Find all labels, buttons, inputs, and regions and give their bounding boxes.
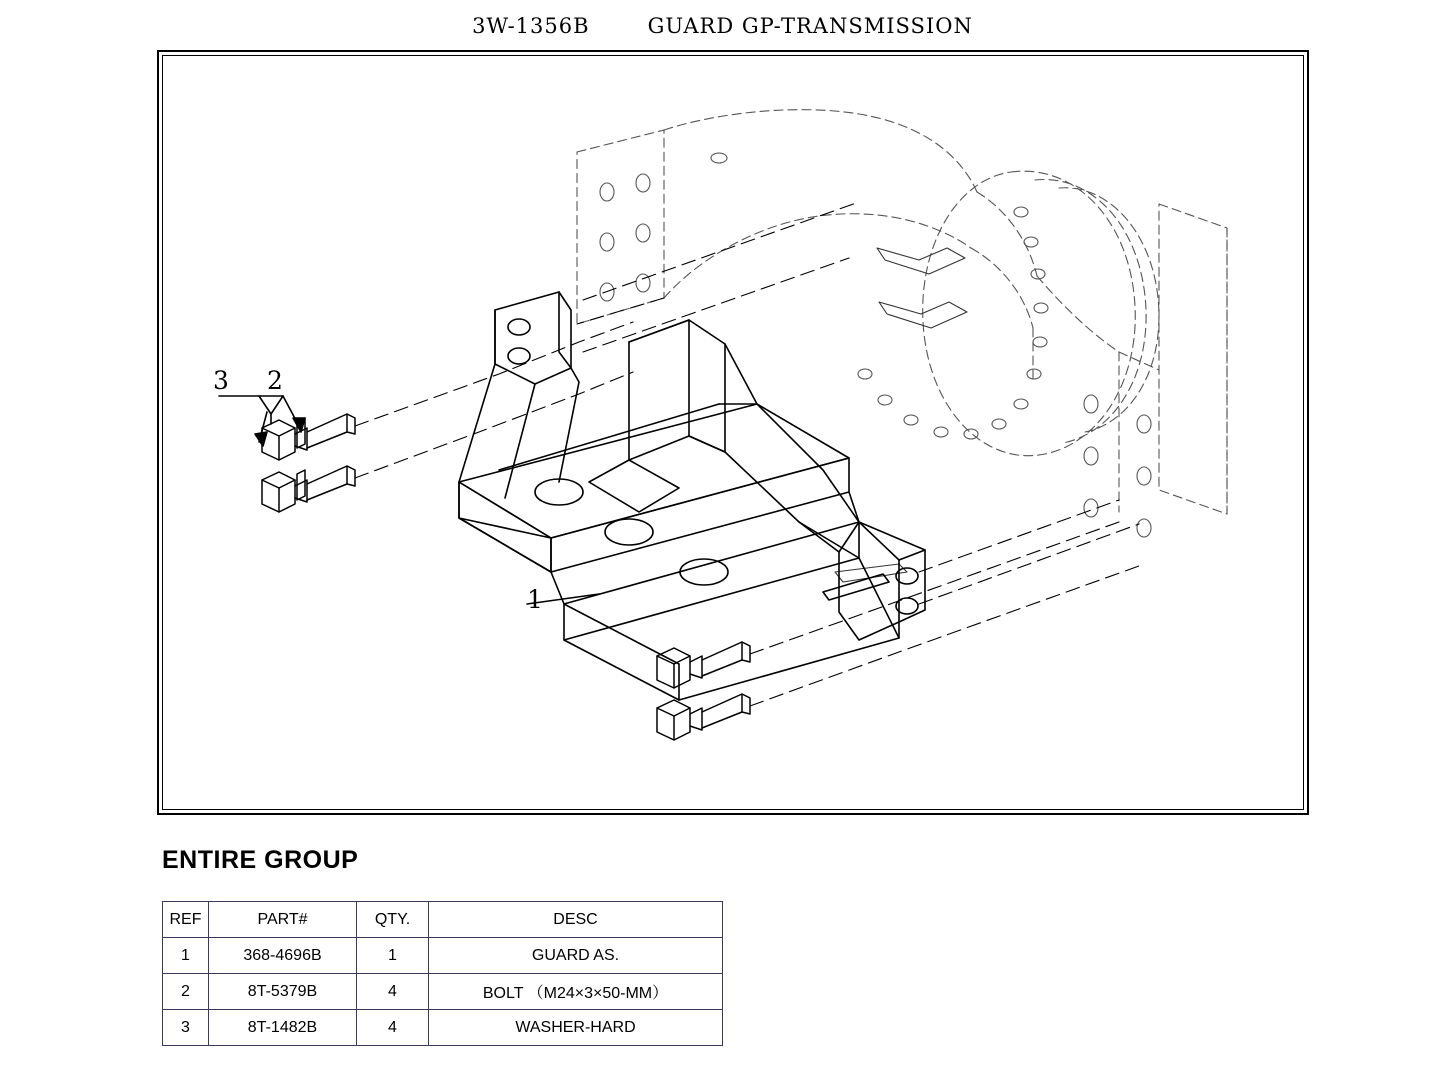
cell-ref: 1	[163, 938, 209, 974]
parts-table	[162, 901, 723, 1046]
exploded-assembly-illustration	[159, 52, 1311, 817]
table-row	[163, 974, 723, 1010]
header-part-code: 3W-1356B	[472, 14, 590, 38]
column-header-part: PART#	[209, 902, 357, 938]
cell-qty: 1	[357, 938, 429, 974]
cell-desc: BOLT （M24×3×50-MM）	[429, 974, 723, 1010]
column-header-desc: DESC	[429, 902, 723, 938]
column-header-qty: QTY.	[357, 902, 429, 938]
table-row	[163, 1010, 723, 1046]
group-title: ENTIRE GROUP	[162, 846, 359, 874]
table-header-row	[163, 902, 723, 938]
callout-2: 2	[267, 366, 283, 395]
cell-ref: 2	[163, 974, 209, 1010]
cell-desc: WASHER-HARD	[429, 1010, 723, 1046]
header-title: GUARD GP-TRANSMISSION	[647, 14, 973, 38]
table-row	[163, 938, 723, 974]
callout-3: 3	[213, 366, 229, 395]
cell-ref: 3	[163, 1010, 209, 1046]
cell-qty: 4	[357, 1010, 429, 1046]
cell-desc: GUARD AS.	[429, 938, 723, 974]
sheet-header	[0, 14, 1445, 38]
cell-part: 8T-5379B	[209, 974, 357, 1010]
cell-part: 368-4696B	[209, 938, 357, 974]
column-header-ref: REF	[163, 902, 209, 938]
drawing-frame	[157, 50, 1309, 815]
cell-qty: 4	[357, 974, 429, 1010]
callout-1: 1	[527, 585, 543, 614]
cell-part: 8T-1482B	[209, 1010, 357, 1046]
